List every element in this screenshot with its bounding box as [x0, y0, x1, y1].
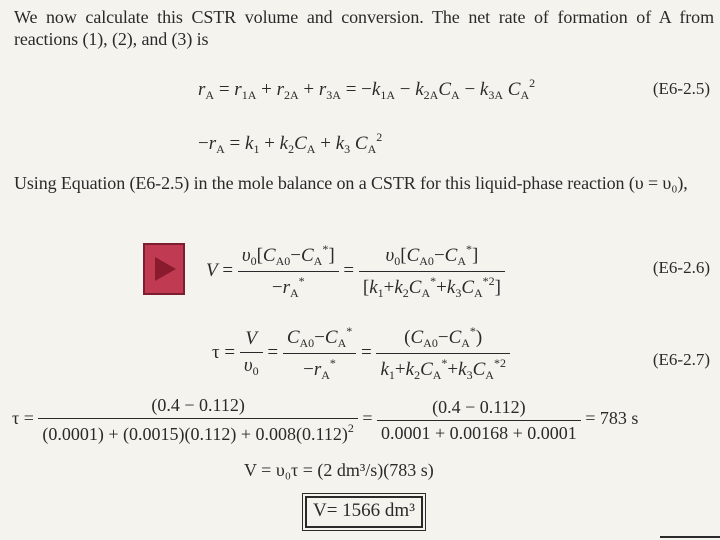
volume-equation: V = $\frac{\upsilon_0[C_{A0}-C_A^*]}{-r_A^*}$ = $\frac{\upsilon_0[C_{A0}-C_A^*]}{[k_1+k_2C_A^*+k_3C_A^{*2}]}$ [206, 242, 505, 301]
rate-equation-minus-ra: $-r_A = k_1 + k_2C_A + k_3$ $C_A^2$ [198, 130, 383, 156]
tau-numeric: τ = $\frac{(0.4 - 0.112)}{(0.0001) + (0.0015)(0.112) + 0.008(0.112)^2}$ = $\frac{(0.4 - 0.112)}{0.0001 + 0.00168 + 0.0001}$ = 783 s [12, 395, 639, 444]
tau-equation: τ = $\frac{V}{\upsilon_0}$ = $\frac{C_{A0}-C_A^*}{-r_A^*}$ = $\frac{(C_{A0}-C_A^*)}{k_1+k_2C_A^*+k_3C_A^{*2}}$ [212, 324, 510, 383]
play-button[interactable] [143, 243, 185, 295]
play-icon [149, 254, 179, 284]
eq-label-e6-2-7: (E6-2.7) [652, 350, 710, 369]
divider [660, 536, 720, 538]
using-paragraph [14, 172, 714, 194]
intro-text: We now calculate this CSTR volume and conversion. The net rate of formation of A from reactions (1), (2), and (3) is [14, 7, 714, 49]
volume-calculation: V = υ₀τ = (2 dm³/s)(783 s) [244, 460, 434, 480]
using-text: Using Equation (E6-2.5) in the mole balance on a CSTR for this liquid-phase reaction (υ = υ₀), [14, 173, 688, 193]
eq-label-e6-2-5: (E6-2.5) [652, 79, 710, 98]
eq-label-e6-2-6: (E6-2.6) [652, 258, 710, 277]
rate-equation-ra: $r_A = r_{1A} + r_{2A} + r_{3A} = -k_{1A} - k_{2A}C_A - k_{3A}$ $C_A^2$ [198, 76, 536, 102]
final-answer: V= 1566 dm³ [313, 500, 415, 521]
intro-paragraph [14, 6, 714, 50]
final-answer-box [305, 496, 423, 528]
tau-result: = 783 s [585, 408, 639, 429]
